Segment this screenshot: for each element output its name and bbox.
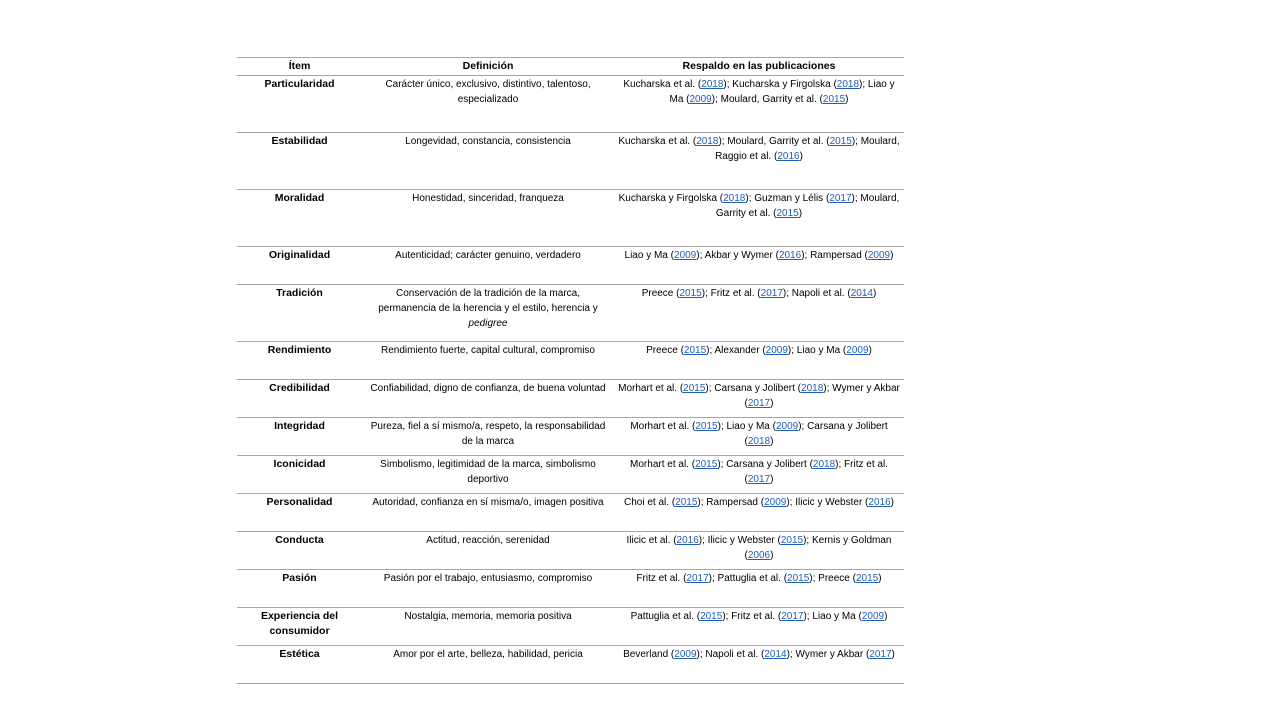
citation-year-link[interactable]: 2015 xyxy=(829,136,852,147)
item-cell: Personalidad xyxy=(237,494,362,532)
citation-year-link[interactable]: 2015 xyxy=(787,573,810,584)
text-segment: Autoridad, confianza en sí misma/o, imagen positiva xyxy=(372,497,604,508)
citation-year-link[interactable]: 2014 xyxy=(764,649,787,660)
text-segment: ) xyxy=(770,436,774,447)
citation-year-link[interactable]: 2017 xyxy=(869,649,892,660)
authenticity-items-table xyxy=(237,57,904,684)
support-cell xyxy=(614,570,904,608)
support-cell xyxy=(614,608,904,646)
citation-year-link[interactable]: 2016 xyxy=(868,497,891,508)
citation-year-link[interactable]: 2009 xyxy=(775,421,799,432)
text-segment: ) xyxy=(770,550,774,561)
support-cell xyxy=(614,247,904,285)
text-segment: ); Liao y Ma ( xyxy=(787,345,847,356)
citation-year-link[interactable]: 2009 xyxy=(867,250,891,261)
text-segment: ) xyxy=(770,474,774,485)
text-segment: ); Fritz et al. ( xyxy=(722,611,782,622)
support-cell xyxy=(614,285,904,342)
citation-year-link[interactable]: 2018 xyxy=(701,79,724,90)
text-segment: ); Carsana y Jolibert ( xyxy=(705,383,802,394)
text-segment: ); Ilicic y Webster ( xyxy=(698,535,781,546)
text-segment: ); Guzman y Lélis ( xyxy=(745,193,830,204)
support-cell xyxy=(614,646,904,684)
definition-cell xyxy=(362,76,614,133)
definition-cell xyxy=(362,494,614,532)
definition-cell xyxy=(362,247,614,285)
citation-year-link[interactable]: 2017 xyxy=(829,193,852,204)
citation-year-link[interactable]: 2009 xyxy=(861,611,885,622)
text-segment: ) xyxy=(868,345,872,356)
text-segment: Amor por el arte, belleza, habilidad, pericia xyxy=(393,649,583,660)
item-cell: Experiencia del consumidor xyxy=(237,608,362,646)
citation-year-link[interactable]: 2018 xyxy=(836,79,860,90)
text-segment: ); Fritz et al. ( xyxy=(701,288,761,299)
text-segment: Choi et al. ( xyxy=(624,497,676,508)
text-segment: Simbolismo, legitimidad de la marca, simbolismo deportivo xyxy=(380,459,596,485)
text-segment: Preece ( xyxy=(646,345,684,356)
citation-year-link[interactable]: 2006 xyxy=(747,550,771,561)
citation-year-link[interactable]: 2009 xyxy=(674,649,697,660)
text-segment: ); Carsana y Jolibert ( xyxy=(717,459,813,470)
citation-year-link[interactable]: 2009 xyxy=(846,345,869,356)
text-segment: Morhart et al. ( xyxy=(630,421,696,432)
item-cell: Integridad xyxy=(237,418,362,456)
table-row xyxy=(237,494,904,532)
text-segment: Conservación de la tradición de la marca, permanencia de la herencia y el estilo, herencia y xyxy=(378,288,598,314)
table-row xyxy=(237,190,904,247)
text-segment: Ilicic et al. ( xyxy=(626,535,677,546)
header-support: Respaldo en las publicaciones xyxy=(614,58,904,76)
text-segment: ); Ilicic y Webster ( xyxy=(786,497,869,508)
item-cell: Tradición xyxy=(237,285,362,342)
citation-year-link[interactable]: 2017 xyxy=(760,288,783,299)
text-segment: Preece ( xyxy=(641,288,680,299)
text-segment: ) xyxy=(891,649,895,660)
citation-year-link[interactable]: 2016 xyxy=(778,250,802,261)
citation-year-link[interactable]: 2015 xyxy=(700,611,723,622)
text-segment: ); Napoli et al. ( xyxy=(782,288,851,299)
text-segment: ); Liao y Ma ( xyxy=(717,421,776,432)
header-item: Ítem xyxy=(237,58,362,76)
citation-year-link[interactable]: 2015 xyxy=(855,573,879,584)
text-segment: Kucharska et al. ( xyxy=(623,79,702,90)
citation-year-link[interactable]: 2015 xyxy=(695,459,718,470)
text-segment: ); Moulard, Raggio et al. ( xyxy=(715,136,900,162)
table-header-row xyxy=(237,58,904,76)
text-segment: Pasión por el trabajo, entusiasmo, compromiso xyxy=(383,573,593,584)
definition-cell xyxy=(362,190,614,247)
support-cell xyxy=(614,342,904,380)
table-row xyxy=(237,418,904,456)
citation-year-link[interactable]: 2018 xyxy=(801,383,824,394)
text-segment: Kucharska et al. ( xyxy=(618,136,697,147)
text-segment: Carácter único, exclusivo, distintivo, talentoso, especializado xyxy=(385,79,591,105)
citation-year-link[interactable]: 2016 xyxy=(676,535,699,546)
text-segment: ); Liao y Ma ( xyxy=(669,79,895,105)
text-segment: Pureza, fiel a sí mismo/a, respeto, la responsabilidad de la marca xyxy=(370,421,606,447)
citation-year-link[interactable]: 2015 xyxy=(675,497,698,508)
citation-year-link[interactable]: 2015 xyxy=(683,383,706,394)
table-row xyxy=(237,532,904,570)
citation-year-link[interactable]: 2018 xyxy=(696,136,719,147)
text-segment: ) xyxy=(799,151,803,162)
definition-cell xyxy=(362,285,614,342)
text-segment: ); Carsana y Jolibert ( xyxy=(744,421,888,447)
text-segment: ) xyxy=(872,288,877,299)
table-row xyxy=(237,133,904,190)
definition-cell xyxy=(362,342,614,380)
citation-year-link[interactable]: 2009 xyxy=(765,345,788,356)
definition-cell xyxy=(362,532,614,570)
item-cell: Conducta xyxy=(237,532,362,570)
text-segment: ) xyxy=(890,497,894,508)
support-cell xyxy=(614,380,904,418)
text-segment: ); Wymer y Akbar ( xyxy=(786,649,870,660)
text-segment: ); Moulard, Garrity et al. ( xyxy=(711,94,823,105)
text-segment: ) xyxy=(884,611,888,622)
citation-year-link[interactable]: 2016 xyxy=(777,151,800,162)
citation-year-link[interactable]: 2015 xyxy=(780,535,804,546)
table-row xyxy=(237,247,904,285)
definition-cell xyxy=(362,570,614,608)
definition-cell xyxy=(362,380,614,418)
support-cell xyxy=(614,133,904,190)
citation-year-link[interactable]: 2015 xyxy=(822,94,846,105)
item-cell: Credibilidad xyxy=(237,380,362,418)
citation-year-link[interactable]: 2014 xyxy=(850,288,873,299)
table-row xyxy=(237,380,904,418)
support-cell xyxy=(614,494,904,532)
definition-cell xyxy=(362,456,614,494)
item-cell: Rendimiento xyxy=(237,342,362,380)
text-segment: Rendimiento fuerte, capital cultural, compromiso xyxy=(381,345,595,356)
table-row xyxy=(237,285,904,342)
citation-year-link[interactable]: 2018 xyxy=(812,459,836,470)
citation-year-link[interactable]: 2015 xyxy=(776,208,799,219)
text-segment: Autenticidad; carácter genuino, verdadero xyxy=(395,250,581,261)
text-segment: ); Liao y Ma ( xyxy=(803,611,862,622)
text-segment: ); Kernis y Goldman ( xyxy=(744,535,892,561)
definition-cell xyxy=(362,133,614,190)
text-segment: ) xyxy=(798,208,803,219)
citation-year-link[interactable]: 2018 xyxy=(723,193,746,204)
text-segment: Morhart et al. ( xyxy=(618,383,684,394)
item-cell: Iconicidad xyxy=(237,456,362,494)
item-cell: Pasión xyxy=(237,570,362,608)
text-segment: Nostalgia, memoria, memoria positiva xyxy=(404,611,572,622)
text-segment: ) xyxy=(878,573,882,584)
italic-term: pedigree xyxy=(468,318,508,329)
text-segment: Kucharska y Firgolska ( xyxy=(618,193,724,204)
text-segment: Longevidad, constancia, consistencia xyxy=(405,136,571,147)
support-cell xyxy=(614,190,904,247)
support-cell xyxy=(614,76,904,133)
definition-cell xyxy=(362,646,614,684)
support-cell xyxy=(614,456,904,494)
definition-cell xyxy=(362,608,614,646)
text-segment: ); Pattuglia et al. ( xyxy=(708,573,788,584)
text-segment: ) xyxy=(770,398,774,409)
text-segment: ); Wymer y Akbar ( xyxy=(744,383,900,409)
text-segment: Pattuglia et al. ( xyxy=(630,611,701,622)
text-segment: ); Rampersad ( xyxy=(697,497,765,508)
table-row xyxy=(237,608,904,646)
citation-year-link[interactable]: 2015 xyxy=(695,421,718,432)
citation-year-link[interactable]: 2009 xyxy=(689,94,712,105)
item-cell: Originalidad xyxy=(237,247,362,285)
table-body xyxy=(237,76,904,684)
text-segment: ); Alexander ( xyxy=(706,345,766,356)
item-cell: Particularidad xyxy=(237,76,362,133)
citation-year-link[interactable]: 2009 xyxy=(764,497,787,508)
support-cell xyxy=(614,418,904,456)
text-segment: ); Napoli et al. ( xyxy=(696,649,765,660)
text-segment: ); Moulard, Garrity et al. ( xyxy=(718,136,830,147)
table-row xyxy=(237,570,904,608)
text-segment: ); Akbar y Wymer ( xyxy=(696,250,779,261)
text-segment: Actitud, reacción, serenidad xyxy=(426,535,550,546)
citation-year-link[interactable]: 2017 xyxy=(747,398,771,409)
text-segment: Fritz et al. ( xyxy=(636,573,687,584)
table-row xyxy=(237,76,904,133)
text-segment: Confiabilidad, digno de confianza, de buena voluntad xyxy=(370,383,606,394)
support-cell xyxy=(614,532,904,570)
item-cell: Estética xyxy=(237,646,362,684)
citation-year-link[interactable]: 2017 xyxy=(686,573,709,584)
text-segment: ); Moulard, Garrity et al. ( xyxy=(715,193,900,219)
citation-year-link[interactable]: 2015 xyxy=(679,288,702,299)
text-segment: Morhart et al. ( xyxy=(630,459,696,470)
citation-year-link[interactable]: 2015 xyxy=(683,345,707,356)
citation-year-link[interactable]: 2018 xyxy=(747,436,771,447)
authenticity-items-table-container xyxy=(237,57,904,684)
text-segment: ); Preece ( xyxy=(809,573,856,584)
text-segment: Beverland ( xyxy=(623,649,675,660)
definition-cell xyxy=(362,418,614,456)
text-segment: ) xyxy=(890,250,894,261)
item-cell: Moralidad xyxy=(237,190,362,247)
text-segment: ) xyxy=(845,94,849,105)
citation-year-link[interactable]: 2017 xyxy=(781,611,804,622)
citation-year-link[interactable]: 2009 xyxy=(673,250,697,261)
text-segment: Liao y Ma ( xyxy=(624,250,674,261)
text-segment: ); Rampersad ( xyxy=(801,250,868,261)
table-row xyxy=(237,456,904,494)
text-segment: ); Kucharska y Firgolska ( xyxy=(723,79,837,90)
citation-year-link[interactable]: 2017 xyxy=(747,474,771,485)
item-cell: Estabilidad xyxy=(237,133,362,190)
table-row xyxy=(237,342,904,380)
table-row xyxy=(237,646,904,684)
text-segment: Honestidad, sinceridad, franqueza xyxy=(412,193,564,204)
text-segment: ); Fritz et al. ( xyxy=(744,459,888,485)
header-definition: Definición xyxy=(362,58,614,76)
